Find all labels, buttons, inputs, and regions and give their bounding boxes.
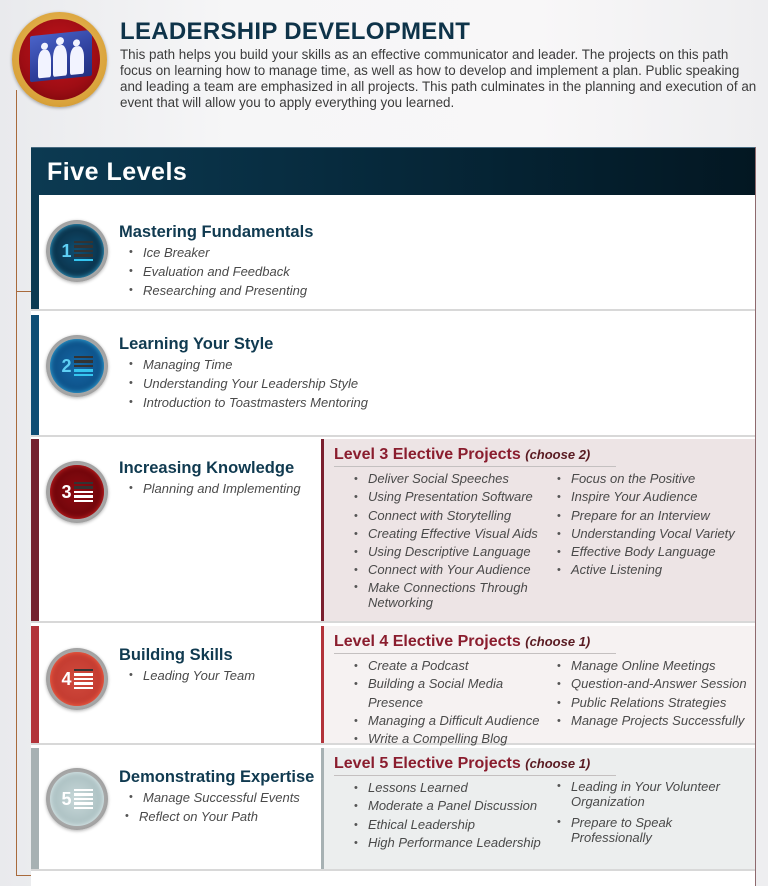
project-item: • Leading Your Team	[129, 666, 255, 685]
elective-box-level-4	[321, 626, 755, 747]
elective-item: • Connect with Your Audience	[354, 561, 557, 579]
level-project-list	[129, 243, 307, 300]
level-stripe	[31, 748, 39, 869]
level-project-list	[129, 788, 300, 826]
level-project-list	[129, 479, 301, 498]
elective-item: • Effective Body Language	[557, 543, 735, 561]
elective-list-col-2	[557, 657, 747, 748]
elective-list-col-1	[354, 657, 557, 748]
elective-choose-count: (choose 2)	[525, 447, 591, 462]
project-item: • Introduction to Toastmasters Mentoring	[129, 393, 368, 412]
elective-item: • Managing a Difficult Audience	[354, 712, 557, 730]
level-title: Mastering Fundamentals	[119, 223, 314, 241]
level-2-badge-icon: 2	[46, 335, 108, 397]
elective-item: • Leading in Your Volunteer Organization	[557, 779, 737, 809]
panel-title: Five Levels	[31, 147, 755, 195]
level-stripe	[31, 439, 39, 621]
level-title: Learning Your Style	[119, 335, 274, 353]
project-item: • Managing Time	[129, 355, 368, 374]
elective-item: • Prepare to Speak Professionally	[557, 815, 697, 845]
elective-item: • Moderate a Panel Discussion	[354, 797, 557, 815]
level-title: Demonstrating Expertise	[119, 768, 315, 786]
elective-list-col-2	[557, 470, 735, 610]
level-row-2	[31, 315, 755, 437]
level-stripe	[31, 626, 39, 743]
level-4-badge-icon: 4	[46, 648, 108, 710]
elective-item: • Active Listening	[557, 561, 735, 579]
elective-item: • Deliver Social Speeches	[354, 470, 557, 488]
elective-item: • Lessons Learned	[354, 779, 557, 797]
leadership-flag-icon	[12, 12, 107, 107]
elective-item: • Prepare for an Interview	[557, 507, 735, 525]
level-row-1	[31, 195, 755, 311]
project-item: • Researching and Presenting	[129, 281, 307, 300]
elective-item: • Using Presentation Software	[354, 488, 557, 506]
level-title: Increasing Knowledge	[119, 459, 295, 477]
elective-item: • Inspire Your Audience	[557, 488, 735, 506]
elective-item: • Write a Compelling Blog	[354, 730, 557, 748]
elective-box-level-5	[321, 748, 755, 869]
path-description: This path helps you build your skills as an effective communicator and leader. The projects on this path focus on learning how to manage time, as well as how to develop and implement a plan. Public speaking and leading a team are emphasized in all projects. This path culminates in the planning and execution of an event that will allow you to apply everything you learned.	[120, 47, 757, 110]
elective-item: • Public Relations Strategies	[557, 694, 747, 712]
project-item: • Reflect on Your Path	[125, 807, 296, 826]
level-project-list	[129, 666, 255, 685]
elective-item: • Creating Effective Visual Aids	[354, 525, 557, 543]
elective-item: • Create a Podcast	[354, 657, 557, 675]
elective-box-level-3	[321, 439, 755, 621]
level-row-5	[31, 748, 755, 871]
project-item: • Understanding Your Leadership Style	[129, 374, 368, 393]
level-row-3	[31, 439, 755, 623]
level-stripe	[31, 195, 39, 309]
elective-item: • Focus on the Positive	[557, 470, 735, 488]
elective-heading: Level 5 Elective Projects (choose 1)	[334, 755, 616, 776]
elective-item: • Make Connections Through Networking	[354, 580, 534, 610]
elective-item: • Understanding Vocal Variety	[557, 525, 735, 543]
elective-item: • Ethical Leadership	[354, 816, 557, 834]
elective-list-col-2	[557, 779, 737, 852]
levels-panel	[31, 147, 756, 886]
elective-choose-count: (choose 1)	[525, 756, 591, 771]
project-item: • Planning and Implementing	[129, 479, 301, 498]
elective-item: • High Performance Leadership	[354, 834, 557, 852]
level-3-badge-icon: 3	[46, 461, 108, 523]
level-1-badge-icon: 1	[46, 220, 108, 282]
level-stripe	[31, 315, 39, 435]
project-item: • Ice Breaker	[129, 243, 307, 262]
level-title: Building Skills	[119, 646, 233, 664]
elective-item: • Manage Online Meetings	[557, 657, 747, 675]
elective-list-col-1	[354, 779, 557, 852]
project-item: • Manage Successful Events	[129, 788, 300, 807]
project-item: • Evaluation and Feedback	[129, 262, 307, 281]
elective-list-col-1	[354, 470, 557, 610]
elective-heading: Level 3 Elective Projects (choose 2)	[334, 446, 616, 467]
elective-item: • Manage Projects Successfully	[557, 712, 747, 730]
level-project-list	[129, 355, 368, 412]
level-5-badge-icon: 5	[46, 768, 108, 830]
level-row-4	[31, 626, 755, 745]
elective-heading: Level 4 Elective Projects (choose 1)	[334, 633, 616, 654]
elective-choose-count: (choose 1)	[525, 634, 591, 649]
elective-item: • Building a Social Media Presence	[354, 675, 557, 712]
elective-item: • Using Descriptive Language	[354, 543, 557, 561]
elective-item: • Question-and-Answer Session	[557, 675, 747, 693]
elective-item: • Connect with Storytelling	[354, 507, 557, 525]
page-title: LEADERSHIP DEVELOPMENT	[120, 18, 471, 45]
